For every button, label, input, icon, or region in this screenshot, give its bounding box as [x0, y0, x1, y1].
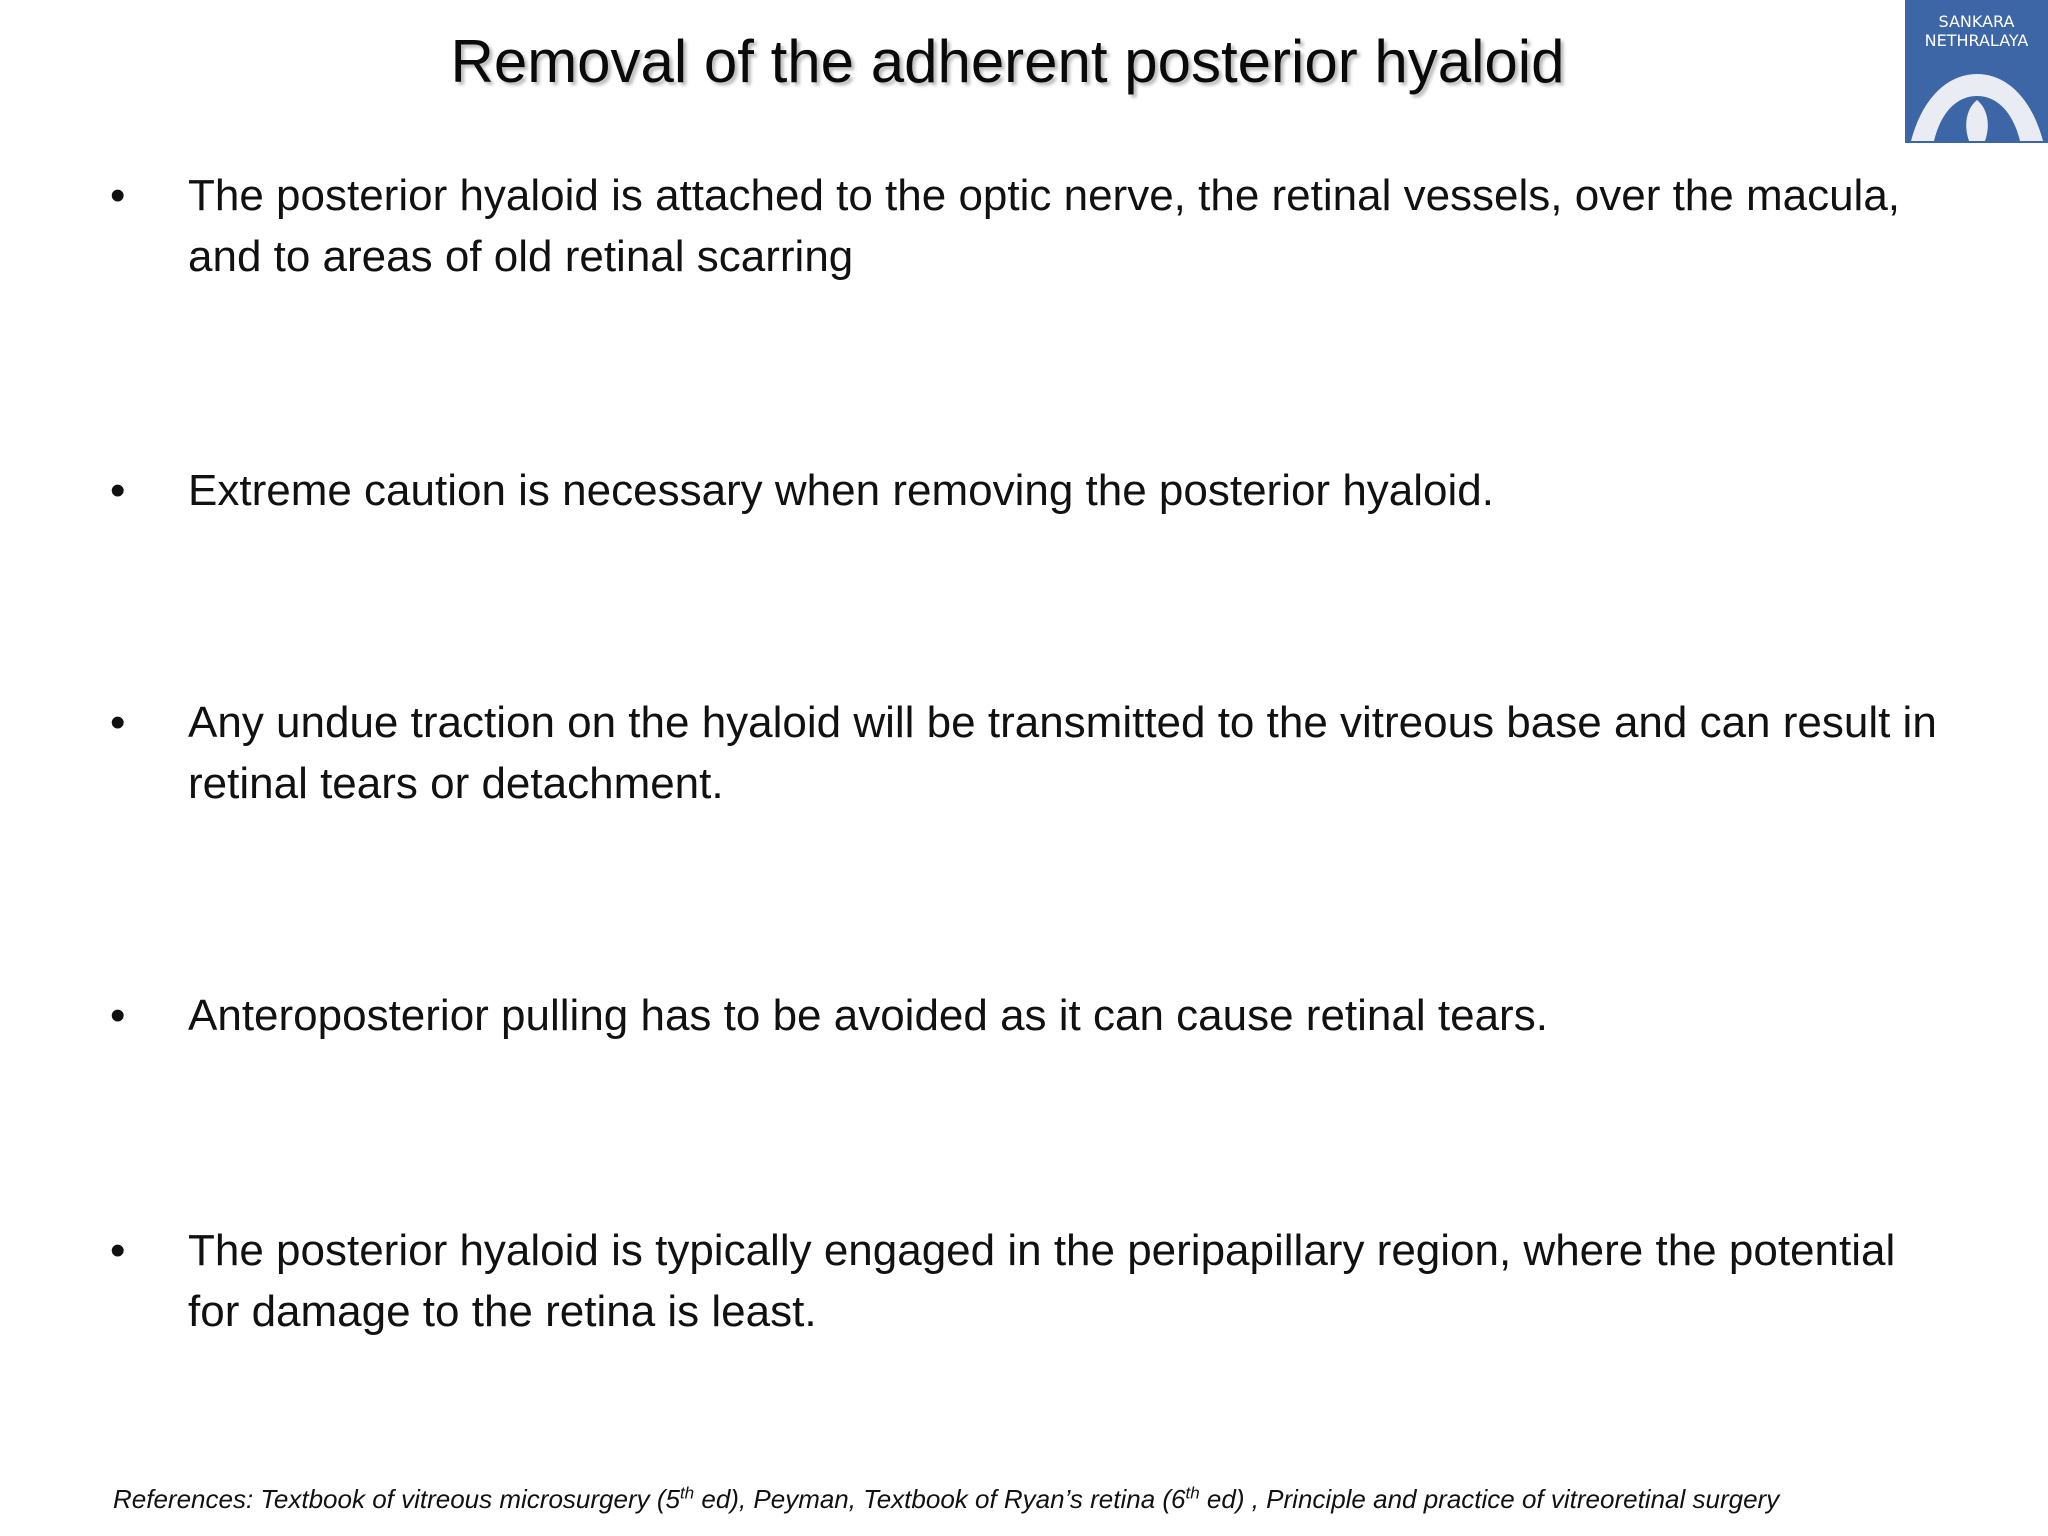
references-sup-1: th: [679, 1483, 695, 1503]
references-sup-2: th: [1185, 1483, 1200, 1503]
bullet-text: Any undue traction on the hyaloid will be transmitted to the vitreous base and can result in retinal tears or detachment.: [188, 698, 1937, 808]
references-footer: [113, 1482, 2013, 1516]
references-prefix: References: Textbook of vitreous microsurgery (5: [113, 1484, 680, 1514]
references-mid: ed), Peyman, Textbook of Ryan’s retina (6: [694, 1484, 1186, 1514]
logo-text-line1: SANKARA: [1938, 12, 2015, 31]
bullet-item: [110, 460, 1940, 521]
bullet-item: [110, 985, 1940, 1046]
slide-title: Removal of the adherent posterior hyaloid: [450, 28, 1565, 95]
bullet-text: Anteroposterior pulling has to be avoided as it can cause retinal tears.: [188, 991, 1548, 1040]
bullet-item: [110, 692, 1940, 814]
bullet-dot-icon: •: [110, 991, 126, 1040]
bullet-dot-icon: •: [110, 171, 126, 220]
bullet-text: The posterior hyaloid is typically engaged in the peripapillary region, where the potential for damage to the retina is least.: [188, 1226, 1896, 1336]
bullet-item: [110, 165, 1940, 287]
bullet-item: [110, 1220, 1940, 1342]
bullet-dot-icon: •: [110, 466, 126, 515]
bullet-dot-icon: •: [110, 1226, 126, 1275]
bullet-text: The posterior hyaloid is attached to the optic nerve, the retinal vessels, over the macula, and to areas of old retinal scarring: [188, 171, 1901, 281]
references-suffix: ed) , Principle and practice of vitreoretinal surgery: [1199, 1484, 1780, 1514]
logo-text-line2: NETHRALAYA: [1924, 31, 2029, 50]
bullet-dot-icon: •: [110, 698, 126, 747]
bullet-text: Extreme caution is necessary when removing the posterior hyaloid.: [188, 466, 1494, 515]
